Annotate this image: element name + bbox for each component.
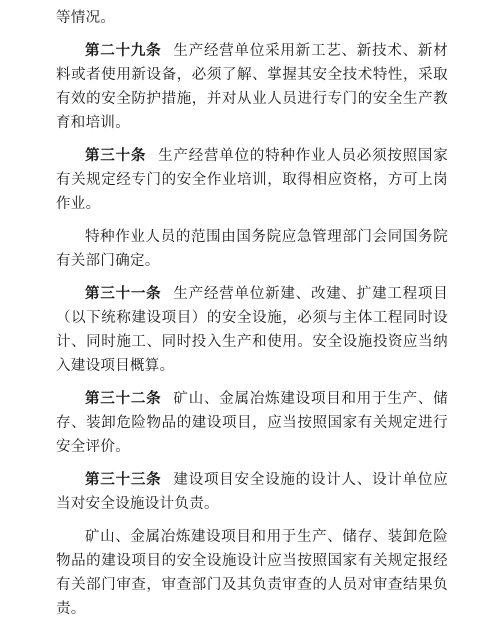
paragraph-text: 生产经营单位采用新工艺、新技术、新材料或者使用新设备，必须了解、掌握其安全技术特性，采取有效的安全防护措施，并对从业人员进行专门的安全生产教育和培训。 — [56, 43, 449, 131]
article-number: 第三十一条 — [85, 285, 162, 302]
article-number: 第三十条 — [85, 147, 147, 164]
article-33-clause-2 — [56, 525, 448, 621]
document-page — [56, 6, 448, 630]
paragraph-text: 矿山、金属冶炼建设项目和用于生产、储存、装卸危险物品的建设项目的安全设施设计应当按照国家有关规定报经有关部门审查，审查部门及其负责审查的人员对审查结果负责。 — [56, 529, 448, 617]
paragraph-text: 生产经营单位新建、改建、扩建工程项目（以下统称建设项目）的安全设施，必须与主体工程同时设计、同时施工、同时投入生产和使用。安全设施投资应当纳入建设项目概算。 — [56, 286, 449, 374]
article-number: 第三十三条 — [85, 471, 162, 488]
article-33 — [56, 468, 448, 516]
article-30 — [56, 144, 448, 216]
paragraph-text: 建设项目安全设施的设计人、设计单位应当对安全设施设计负责。 — [56, 472, 449, 512]
paragraph-text: 矿山、金属冶炼建设项目和用于生产、储存、装卸危险物品的建设项目，应当按照国家有关规定进行安全评价。 — [56, 391, 449, 455]
paragraph-text: 生产经营单位的特种作业人员必须按照国家有关规定经专门的安全作业培训，取得相应资格，方可上岗作业。 — [56, 148, 449, 212]
paragraph-continuation — [56, 6, 448, 30]
article-number: 第三十二条 — [85, 390, 162, 407]
article-29 — [56, 39, 448, 135]
article-number: 第二十九条 — [85, 42, 162, 59]
paragraph-text: 等情况。 — [56, 10, 116, 26]
paragraph-text: 特种作业人员的范围由国务院应急管理部门会同国务院有关部门确定。 — [56, 229, 448, 269]
article-31 — [56, 282, 448, 378]
article-32 — [56, 387, 448, 459]
article-30-clause-2 — [56, 225, 448, 273]
